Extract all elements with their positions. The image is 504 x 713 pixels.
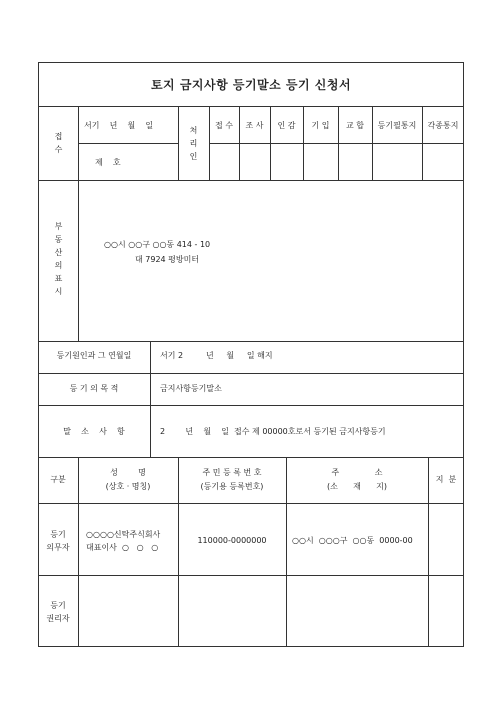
column-header: 조 사 <box>245 121 264 130</box>
parties-name-subheader: (상호 · 명칭) <box>105 482 151 491</box>
obligor-representative: 대표이사 ○ ○ ○ <box>86 543 159 552</box>
property-label: 부동산의표시 <box>54 222 63 296</box>
divider <box>209 106 210 180</box>
purpose-value: 금지사항등기말소 <box>160 384 222 393</box>
parties-id-subheader: (등기용 등록번호) <box>200 482 264 491</box>
receipt-label: 접수 <box>54 132 63 154</box>
column-header: 기 입 <box>311 121 330 130</box>
column-header: 등기필통지 <box>377 121 417 130</box>
cause-label: 등기원인과 그 연월일 <box>56 351 132 360</box>
divider <box>38 575 464 576</box>
cause-value: 서기 2 년 월 일 해지 <box>160 351 273 360</box>
property-area: 대 7924 평방미터 <box>135 255 200 264</box>
divider <box>38 405 464 406</box>
processing-label: 처리인 <box>189 126 198 161</box>
column-header: 각종통지 <box>427 121 459 130</box>
divider <box>422 106 423 180</box>
parties-kind-header: 구분 <box>50 475 66 484</box>
obligee-label: 등기 <box>50 601 66 610</box>
cancel-label: 말 소 사 항 <box>63 427 125 436</box>
parties-name-header: 성 명 <box>110 468 146 477</box>
receipt-date-line: 서기 년 월 일 <box>84 121 154 130</box>
divider <box>38 106 464 107</box>
divider <box>38 457 464 458</box>
parties-id-header: 주 민 등 록 번 호 <box>202 468 262 477</box>
divider <box>209 143 464 144</box>
divider <box>178 106 179 180</box>
divider <box>338 106 339 180</box>
parties-share-header: 지 분 <box>435 475 457 484</box>
divider <box>270 106 271 180</box>
divider <box>38 373 464 374</box>
form-title: 토지 금지사항 등기말소 등기 신청서 <box>150 78 352 92</box>
column-header: 접 수 <box>215 121 233 130</box>
purpose-label: 등 기 의 목 적 <box>69 384 119 393</box>
property-address: ○○시 ○○구 ○○동 414 - 10 <box>104 240 211 249</box>
divider <box>38 180 464 181</box>
column-header: 교 합 <box>346 121 364 130</box>
divider <box>150 341 151 405</box>
divider <box>38 341 464 342</box>
receipt-number-line: 제 호 <box>95 158 121 167</box>
obligor-label: 의무자 <box>46 543 70 552</box>
divider <box>303 106 304 180</box>
column-header: 인 감 <box>277 121 296 130</box>
divider <box>38 503 464 504</box>
divider <box>428 457 429 647</box>
obligor-name: ○○○○신탁주식회사 <box>86 530 161 539</box>
divider <box>78 143 178 144</box>
obligor-id: 110000-0000000 <box>197 536 267 545</box>
obligor-label: 등기 <box>50 530 66 539</box>
divider <box>372 106 373 180</box>
parties-address-header: 주 소 <box>331 468 383 477</box>
obligor-address: ○○시 ○○○구 ○○동 0000-00 <box>292 536 413 545</box>
parties-address-subheader: (소 재 지) <box>327 482 387 491</box>
divider <box>150 405 151 457</box>
divider <box>239 106 240 180</box>
divider <box>78 180 79 341</box>
divider <box>78 106 79 180</box>
obligee-label: 권리자 <box>46 614 70 623</box>
cancel-value: 2 년 월 일 접수 제 00000호로서 등기된 금지사항등기 <box>160 427 386 436</box>
